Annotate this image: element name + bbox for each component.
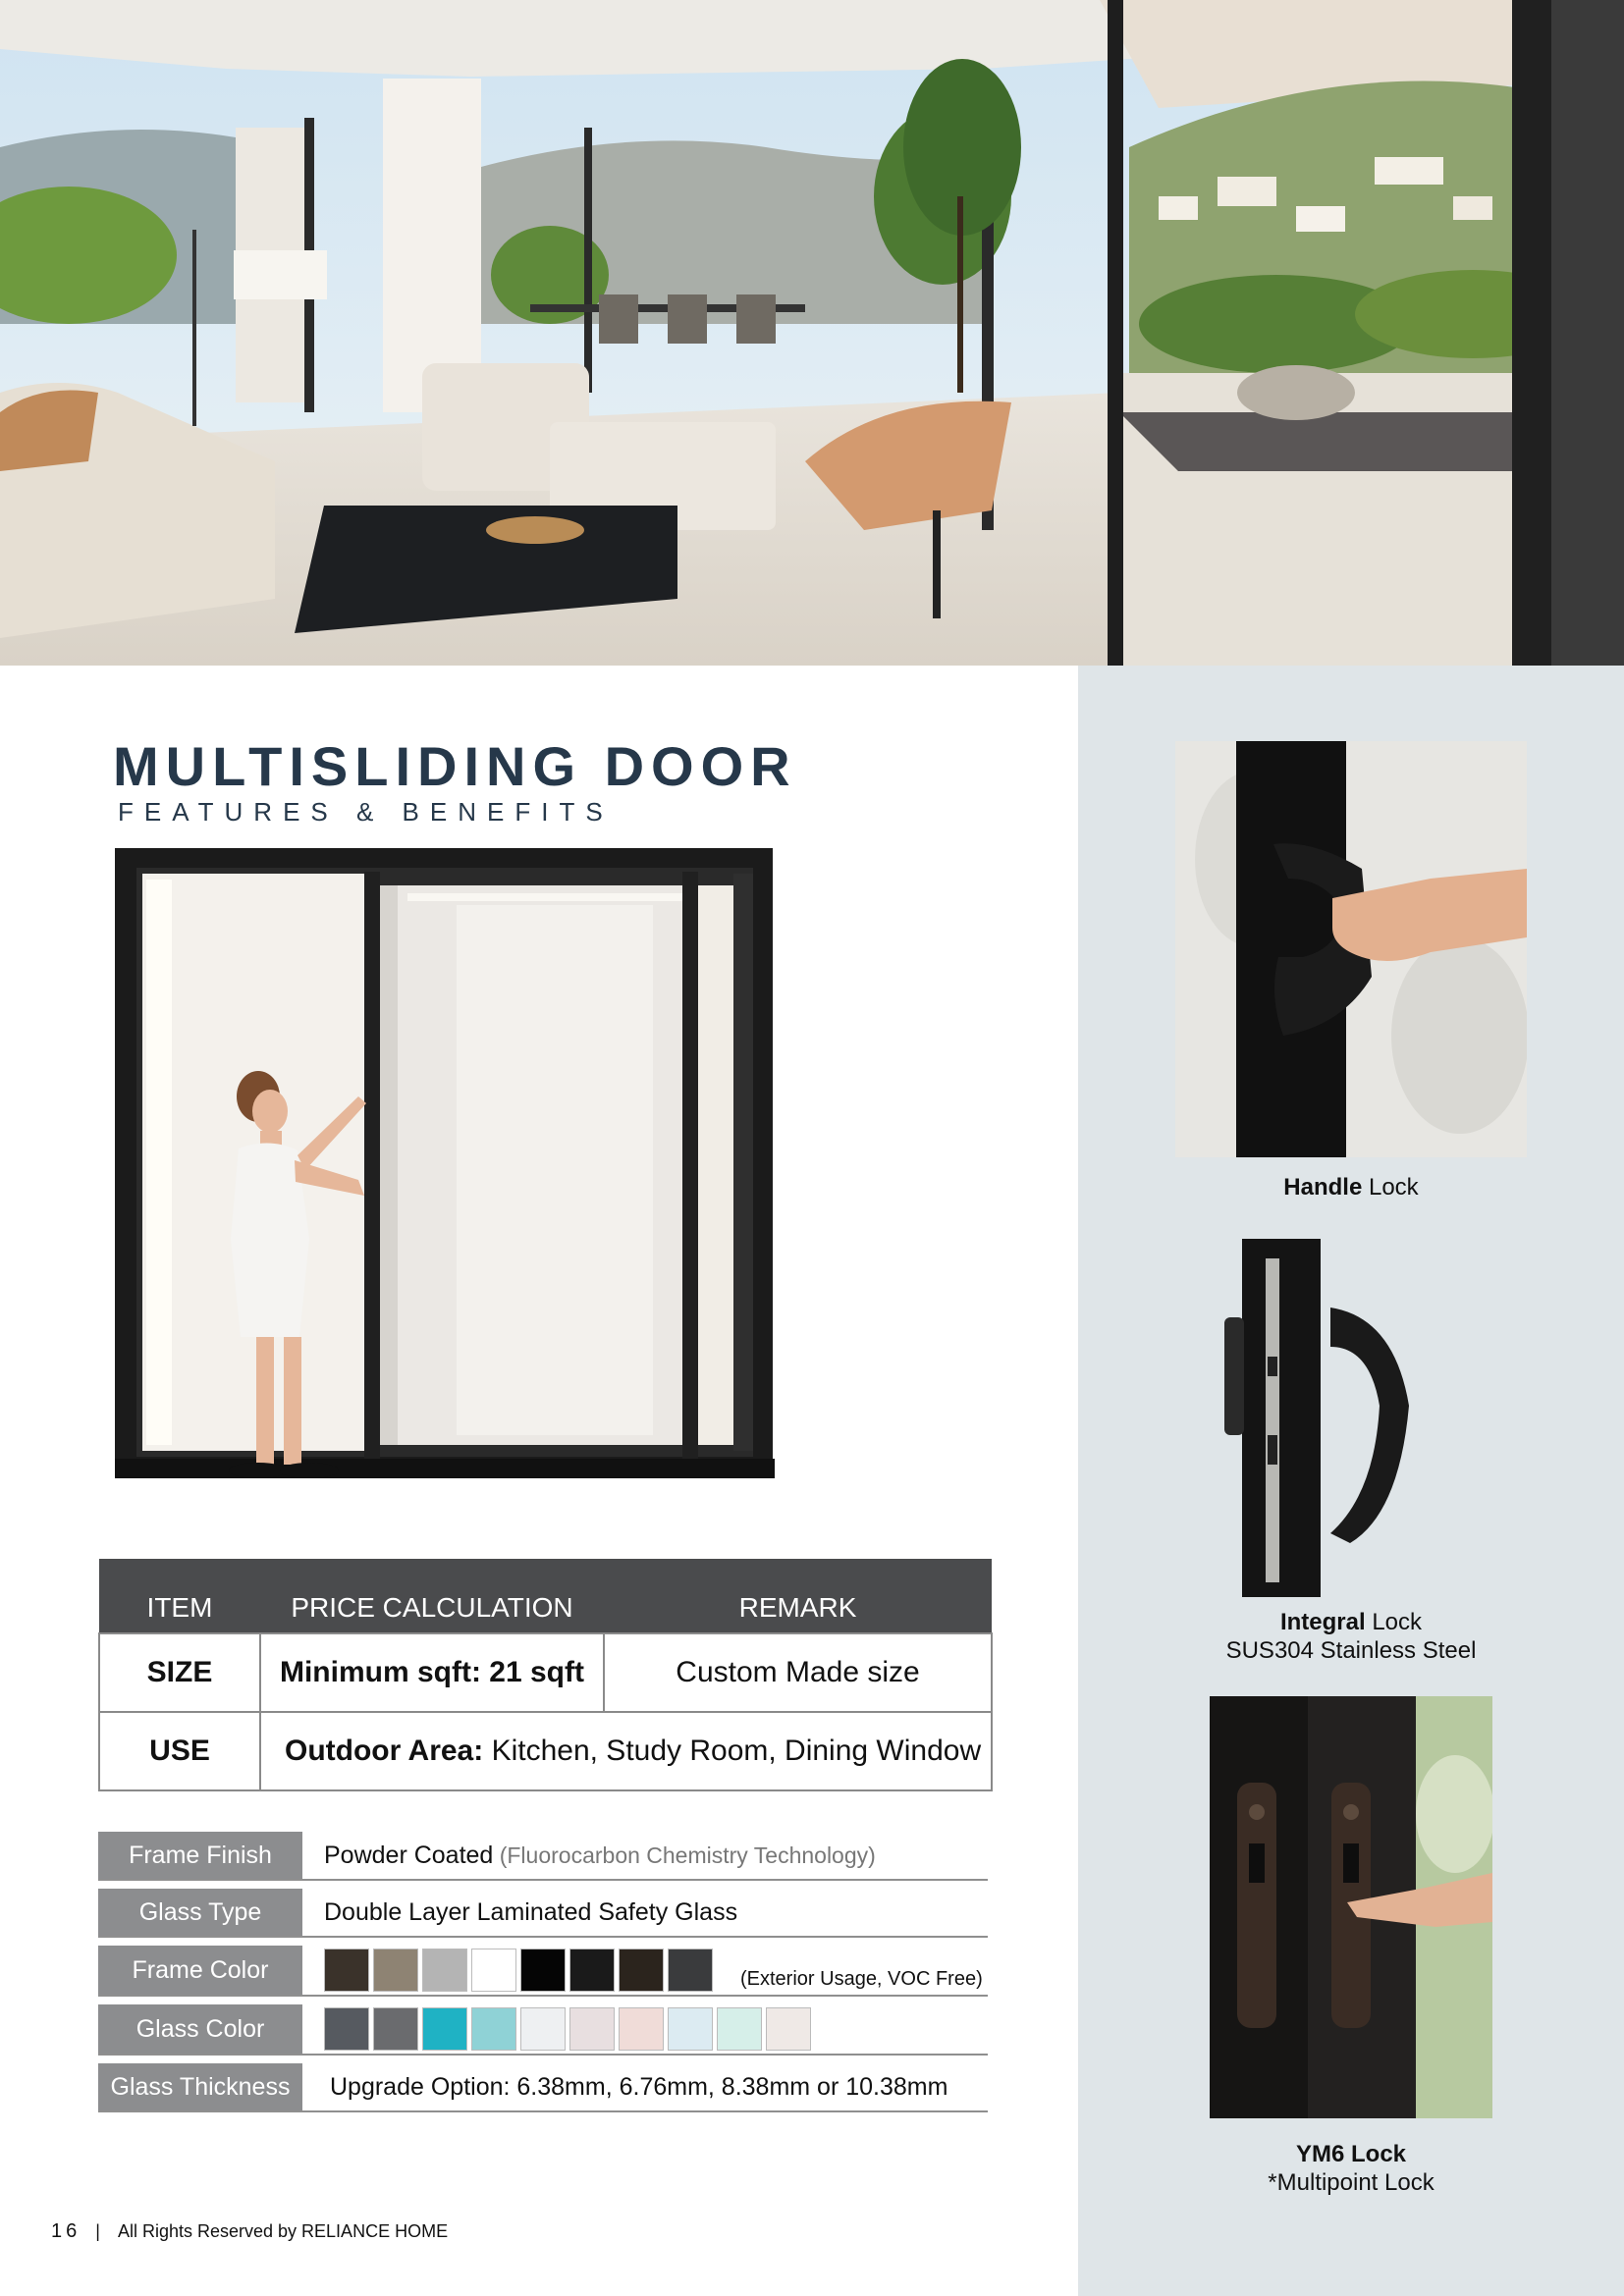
handle-lock-caption: [1078, 1173, 1624, 1201]
frame-finish-text: Powder Coated: [324, 1841, 494, 1869]
frame-finish-row: [98, 1832, 988, 1881]
glass-color-row: [98, 2004, 988, 2056]
glass-thickness-value: Upgrade Option: 6.38mm, 6.76mm, 8.38mm or 10.38mm: [330, 2072, 948, 2101]
glass-color-swatch: [668, 2007, 713, 2051]
glass-color-swatch: [373, 2007, 418, 2051]
glass-color-swatch: [766, 2007, 811, 2051]
size-remark-cell: Custom Made size: [604, 1633, 992, 1712]
integral-lock-detail: SUS304 Stainless Steel: [1225, 1637, 1477, 1664]
integral-lock-suffix: Lock: [1365, 1609, 1423, 1635]
ym6-lock-detail: *Multipoint Lock: [1268, 2169, 1435, 2196]
frame-color-swatch: [520, 1949, 566, 1992]
frame-color-swatch: [471, 1949, 516, 1992]
use-value-cell: [260, 1712, 992, 1790]
feature-list: [98, 1832, 988, 2112]
size-price-text: Minimum sqft: 21 sqft: [279, 1656, 584, 1688]
glass-color-label: Glass Color: [98, 2004, 302, 2054]
integral-lock-name: Integral: [1279, 1609, 1366, 1635]
hero-living-room-photo: [0, 0, 1624, 666]
use-value: Kitchen, Study Room, Dining Window: [483, 1735, 982, 1767]
copyright-text: All Rights Reserved by RELIANCE HOME: [117, 2221, 449, 2241]
page-number: 16: [51, 2220, 81, 2242]
glass-thickness-label: Glass Thickness: [98, 2063, 302, 2110]
handle-lock-suffix: Lock: [1362, 1174, 1419, 1201]
frame-color-swatch: [324, 1949, 369, 1992]
header-item: ITEM: [99, 1559, 260, 1633]
header-remark: REMARK: [604, 1559, 992, 1633]
glass-type-value: Double Layer Laminated Safety Glass: [324, 1897, 738, 1926]
frame-color-row: [98, 1946, 988, 1997]
use-label: Outdoor Area:: [285, 1735, 484, 1767]
spec-table-header-row: [99, 1559, 992, 1633]
frame-color-swatches: [302, 1949, 713, 1992]
glass-color-swatches: [302, 2007, 811, 2051]
glass-thickness-row: [98, 2063, 988, 2112]
frame-finish-label: Frame Finish: [98, 1832, 302, 1879]
frame-finish-note: (Fluorocarbon Chemistry Technology): [493, 1842, 876, 1868]
ym6-lock-title: [1078, 2140, 1624, 2168]
frame-color-note: (Exterior Usage, VOC Free): [740, 1967, 983, 1990]
ym6-lock-caption: [1078, 2140, 1624, 2197]
glass-color-swatch: [619, 2007, 664, 2051]
page-footer: [51, 2220, 448, 2243]
frame-color-swatch: [373, 1949, 418, 1992]
frame-color-swatch: [569, 1949, 615, 1992]
glass-type-row: [98, 1889, 988, 1938]
page-subtitle: FEATURES & BENEFITS: [118, 797, 614, 827]
ym6-lock-name: YM6 Lock: [1295, 2141, 1407, 2167]
glass-color-swatch: [471, 2007, 516, 2051]
glass-type-label: Glass Type: [98, 1889, 302, 1936]
ym6-lock-photo: [1210, 1696, 1492, 2118]
size-item-cell: SIZE: [99, 1633, 260, 1712]
multisliding-door-photo: [113, 846, 781, 1502]
glass-color-swatch: [717, 2007, 762, 2051]
glass-color-swatch: [324, 2007, 369, 2051]
handle-lock-name: Handle: [1283, 1174, 1363, 1201]
footer-separator: |: [95, 2221, 100, 2241]
frame-finish-value: [302, 1842, 876, 1870]
integral-lock-photo: [1222, 1239, 1419, 1597]
frame-color-label: Frame Color: [98, 1946, 302, 1995]
integral-lock-caption: [1078, 1608, 1624, 1665]
frame-color-swatch: [668, 1949, 713, 1992]
size-price-cell: [260, 1633, 604, 1712]
glass-color-swatch: [422, 2007, 467, 2051]
spec-table: [98, 1559, 993, 1791]
use-item-cell: USE: [99, 1712, 260, 1790]
frame-color-swatch: [422, 1949, 467, 1992]
glass-color-swatch: [569, 2007, 615, 2051]
header-price-calculation: PRICE CALCULATION: [260, 1559, 604, 1633]
integral-lock-title: [1078, 1608, 1624, 1636]
handle-lock-photo: [1175, 741, 1527, 1157]
table-row-size: [99, 1633, 992, 1712]
glass-color-swatch: [520, 2007, 566, 2051]
page-title: MULTISLIDING DOOR: [113, 735, 797, 797]
frame-color-swatch: [619, 1949, 664, 1992]
table-row-use: [99, 1712, 992, 1790]
